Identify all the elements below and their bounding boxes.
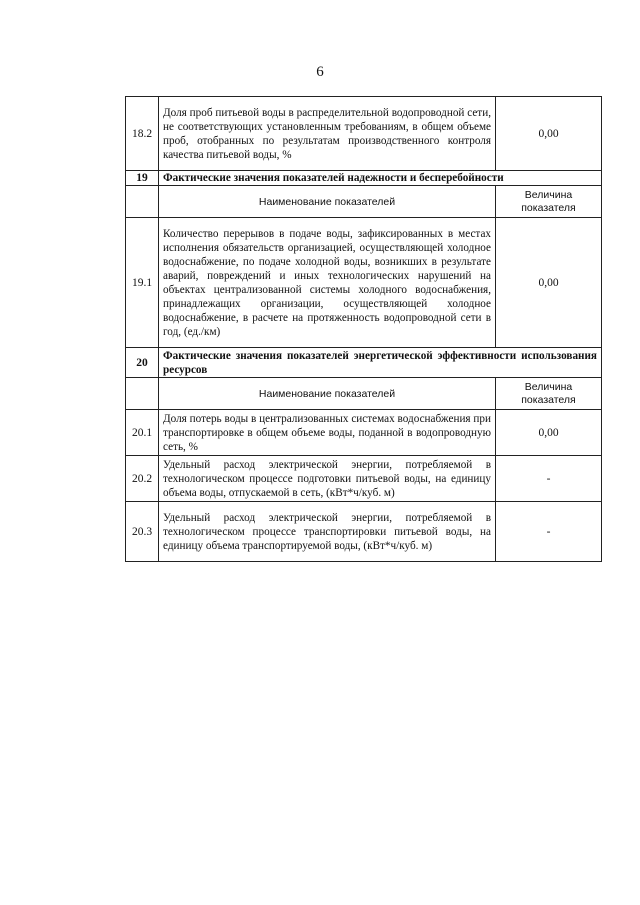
empty-cell [126, 378, 159, 410]
section-number: 20 [126, 348, 159, 378]
indicator-value: 0,00 [496, 218, 602, 348]
section-title: Фактические значения показателей энергетической эффективности использования ресурсов [159, 348, 602, 378]
row-number: 18.2 [126, 97, 159, 171]
table-row [126, 218, 602, 348]
indicator-name: Удельный расход электрической энергии, потребляемой в технологическом процессе транспортировки питьевой воды, на единицу объема транспортируемой воды, (кВт*ч/куб. м) [159, 502, 496, 562]
table-row [126, 456, 602, 502]
indicator-value: 0,00 [496, 410, 602, 456]
column-header-value: Величина показателя [496, 186, 602, 218]
table-row [126, 502, 602, 562]
column-header-value: Величина показателя [496, 378, 602, 410]
row-number: 20.1 [126, 410, 159, 456]
column-header-name: Наименование показателей [159, 378, 496, 410]
row-number: 19.1 [126, 218, 159, 348]
indicator-name: Доля потерь воды в централизованных системах водоснабжения при транспортировке в общем объеме воды, поданной в водопроводную сеть, % [159, 410, 496, 456]
header-row [126, 186, 602, 218]
section-number: 19 [126, 171, 159, 186]
column-header-name: Наименование показателей [159, 186, 496, 218]
section-title: Фактические значения показателей надежности и бесперебойности [159, 171, 602, 186]
table-row [126, 97, 602, 171]
indicator-name: Удельный расход электрической энергии, потребляемой в технологическом процессе подготовки питьевой воды, на единицу объема воды, отпускаемой в сеть, (кВт*ч/куб. м) [159, 456, 496, 502]
indicator-name: Доля проб питьевой воды в распределительной водопроводной сети, не соответствующих установленным требованиям, в общем объеме проб, отобранных по результатам производственного контроля качества питьевой воды, % [159, 97, 496, 171]
page-number: 6 [316, 64, 324, 80]
empty-cell [126, 186, 159, 218]
section-row [126, 171, 602, 186]
indicator-name: Количество перерывов в подаче воды, зафиксированных в местах исполнения обязательств организацией, осуществляющей холодное водоснабжение, по подаче холодной воды, возникших в результате аварий, повреждений и иных технологических нарушений на объектах централизованной системы холодного водоснабжения, принадлежащих организации, осуществляющей холодное водоснабжение, в расчете на протяженность водопроводной сети в год, (ед./км) [159, 218, 496, 348]
row-number: 20.2 [126, 456, 159, 502]
indicators-table [125, 96, 602, 562]
row-number: 20.3 [126, 502, 159, 562]
section-row [126, 348, 602, 378]
indicator-value: - [496, 502, 602, 562]
header-row [126, 378, 602, 410]
indicator-value: - [496, 456, 602, 502]
table-row [126, 410, 602, 456]
indicator-value: 0,00 [496, 97, 602, 171]
